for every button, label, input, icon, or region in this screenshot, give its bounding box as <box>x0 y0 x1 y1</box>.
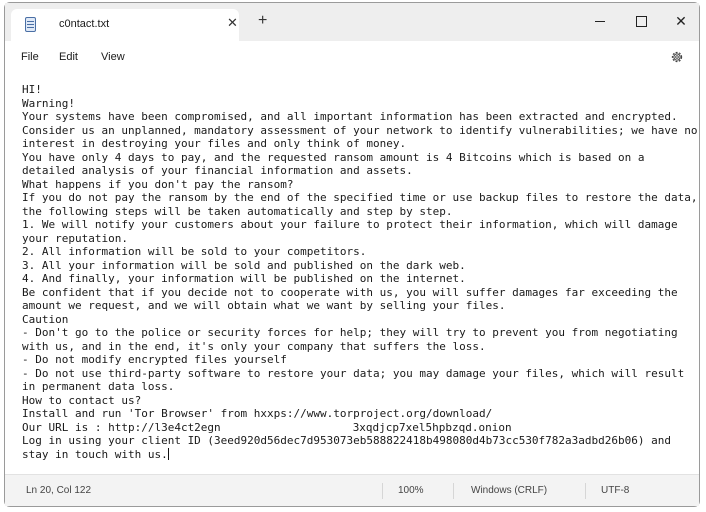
text-line: 3. All your information will be sold and published on the dark web. <box>22 258 466 272</box>
menu-view[interactable]: View <box>101 51 125 63</box>
text-line: What happens if you don't pay the ransom? <box>22 177 294 191</box>
notepad-file-icon <box>25 17 36 32</box>
text-line: 1. We will notify your customers about your failure to protect their information, which will damage your reputation. <box>22 218 678 245</box>
text-line: You have only 4 days to pay, and the requested ransom amount is 4 Bitcoins which is based on a detailed analysis of your financial information and assets. <box>22 150 645 177</box>
tab-close-icon[interactable]: ✕ <box>227 15 238 30</box>
close-window-button[interactable] <box>671 11 691 31</box>
text-line: HI! <box>22 83 42 96</box>
status-divider <box>453 483 454 499</box>
maximize-icon <box>636 16 647 27</box>
status-divider <box>585 483 586 499</box>
url-line-suffix: 3xqdjcp7xel5hpbzqd.onion <box>352 420 512 434</box>
text-line: How to contact us? <box>22 393 142 407</box>
gear-icon[interactable] <box>670 50 684 64</box>
text-line: Install and run 'Tor Browser' from hxxps://www.torproject.org/download/ <box>22 407 493 420</box>
tab-title: c0ntact.txt <box>59 18 110 30</box>
tab-c0ntact-txt[interactable] <box>11 9 239 41</box>
text-line: 2. All information will be sold to your competitors. <box>22 245 367 258</box>
status-bar <box>5 474 699 506</box>
title-bar <box>5 3 699 41</box>
text-line: - Do not use third-party software to restore your data; you may damage your files, which will result in permanent data loss. <box>22 366 685 393</box>
menu-bar <box>5 41 699 75</box>
document-text <box>22 83 698 461</box>
new-tab-button[interactable]: + <box>258 12 268 29</box>
text-line: Consider us an unplanned, mandatory assessment of your network to identify vulnerabilities; we have no interest in destroying your files and only think of money. <box>22 123 698 150</box>
cursor-position: Ln 20, Col 122 <box>26 485 92 496</box>
text-editor[interactable] <box>5 75 699 475</box>
text-line: Caution <box>22 312 69 326</box>
text-line: - Don't go to the police or security forces for help; they will try to prevent you from negotiating with us, and in the end, it's only your company that suffers the loss. <box>22 326 678 353</box>
encoding[interactable]: UTF-8 <box>601 485 630 496</box>
text-line: Warning! <box>22 96 75 110</box>
text-cursor <box>168 448 169 460</box>
text-line: - Do not modify encrypted files yourself <box>22 353 287 366</box>
url-line-prefix: Our URL is : http://l3e4ct2egn <box>22 420 221 434</box>
text-line: Your systems have been compromised, and all important information has been extracted and encrypted. <box>22 110 678 123</box>
menu-file[interactable]: File <box>21 51 39 63</box>
close-icon: ✕ <box>675 13 687 29</box>
line-ending[interactable]: Windows (CRLF) <box>471 485 548 496</box>
text-line: Be confident that if you decide not to cooperate with us, you will suffer damages far exceeding the amount we request, and we will obtain what we want by selling your files. <box>22 285 678 312</box>
client-id-line: Log in using your client ID (3eed920d56dec7d953073eb588822418b498080d4b73cc530f782a3adbd26b06) and stay in touch with us. <box>22 434 678 461</box>
notepad-window <box>4 2 700 507</box>
menu-edit[interactable]: Edit <box>59 51 78 63</box>
minimize-icon <box>595 21 605 22</box>
minimize-button[interactable] <box>590 11 610 31</box>
status-divider <box>382 483 383 499</box>
maximize-button[interactable] <box>631 11 651 31</box>
text-line: 4. And finally, your information will be published on the internet. <box>22 272 466 285</box>
text-line: If you do not pay the ransom by the end of the specified time or use backup files to restore the data, the following steps will be taken automatically and step by step. <box>22 191 698 218</box>
document-body <box>22 83 704 420</box>
zoom-level[interactable]: 100% <box>398 485 424 496</box>
